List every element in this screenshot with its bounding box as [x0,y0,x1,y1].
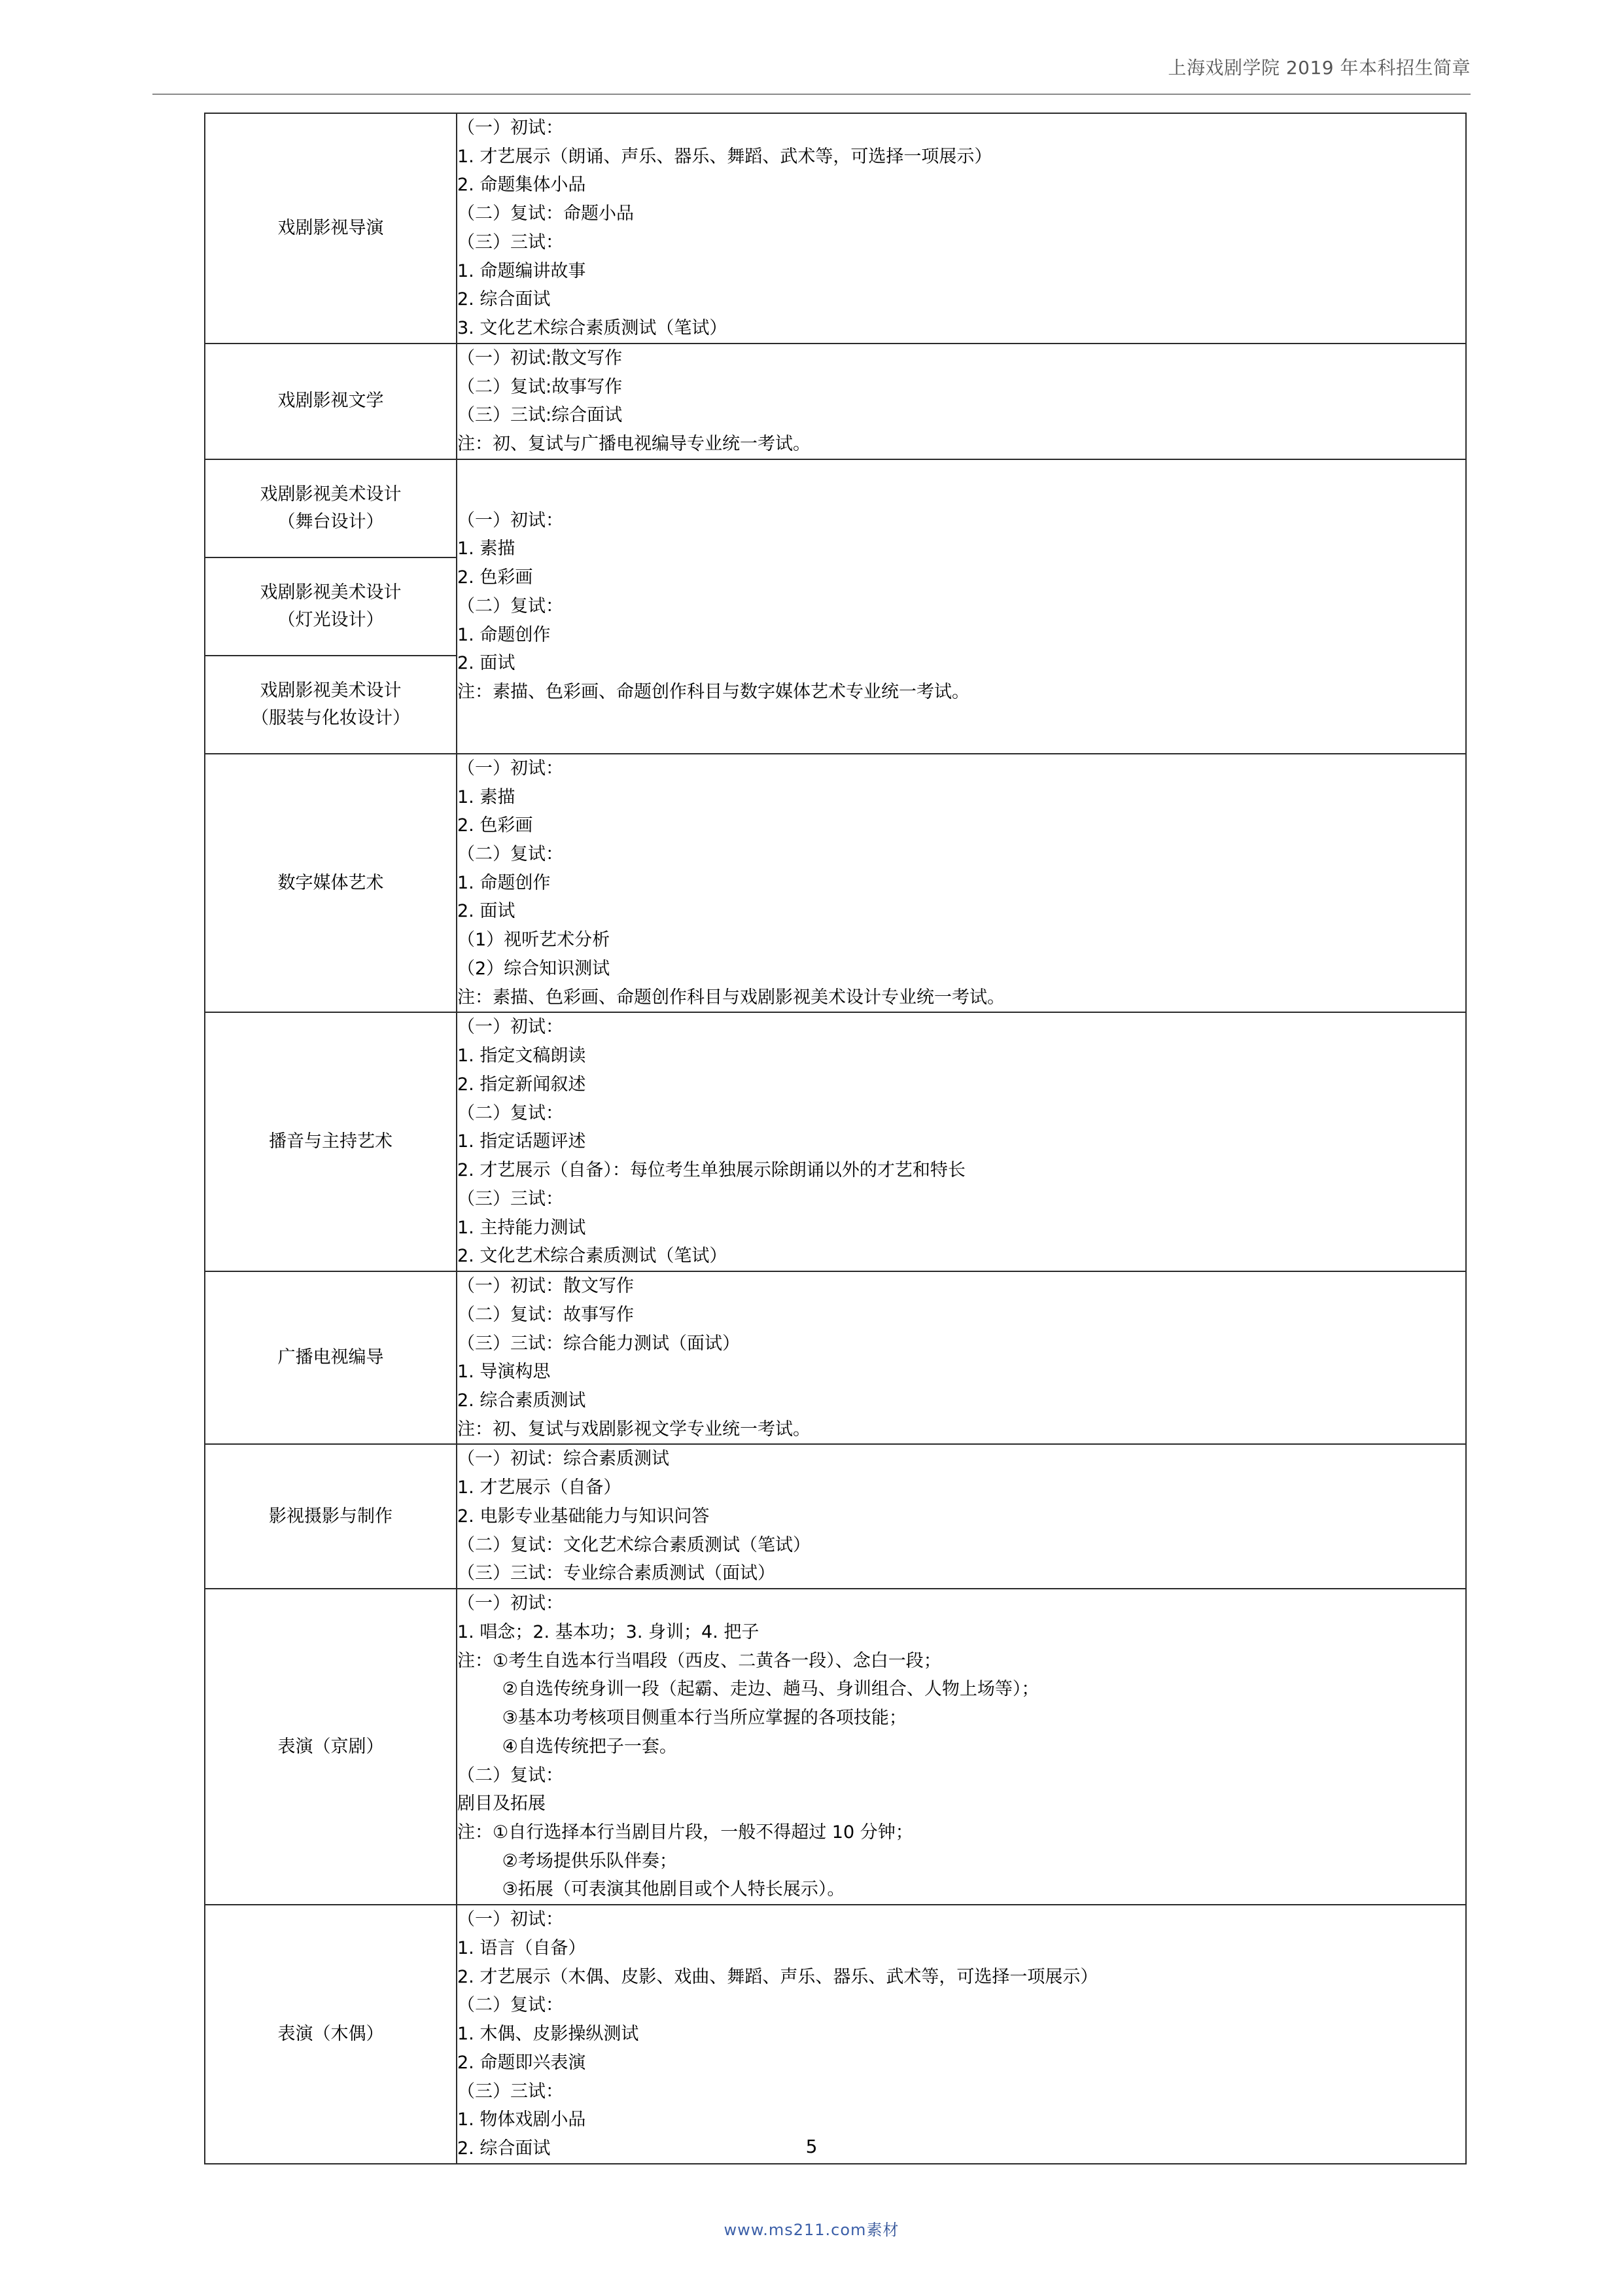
content-line: 2. 综合面试 [457,289,551,310]
exam-content-cell [457,1012,1466,1271]
major-name-line: 数字媒体艺术 [277,872,384,893]
content-line: 2. 综合面试 [457,2138,551,2159]
table-row [205,1444,1466,1589]
content-line: 1. 导演构思 [457,1362,551,1383]
content-line: 1. 指定文稿朗读 [457,1046,586,1067]
table-row [205,459,1466,557]
content-line: （一）初试： [457,1593,563,1614]
table-row [205,113,1466,344]
content-line: （一）初试： [457,510,563,531]
content-line: （二）复试： [457,1765,563,1786]
content-line: 1. 素描 [457,539,515,559]
exam-content-cell [457,754,1466,1013]
content-line: （二）复试： [457,595,563,616]
content-line: 1. 才艺展示（朗诵、声乐、器乐、舞蹈、武术等，可选择一项展示） [457,146,992,167]
content-line: 注：素描、色彩画、命题创作科目与数字媒体艺术专业统一考试。 [457,682,969,703]
content-line: 2. 电影专业基础能力与知识问答 [457,1506,710,1527]
major-name-cell [205,1271,457,1444]
major-name-line: 广播电视编导 [277,1347,384,1368]
major-name-line: 戏剧影视美术设计 [260,582,402,603]
major-name-line: 表演（京剧） [277,1736,384,1757]
major-name-cell [205,1444,457,1589]
content-line: （二）复试:故事写作 [457,376,623,397]
major-name-line: 戏剧影视美术设计 [260,680,402,701]
content-line: 2. 文化艺术综合素质测试（笔试） [457,1246,727,1267]
exam-content-cell [457,1444,1466,1589]
content-line: 2. 综合素质测试 [457,1390,586,1411]
major-name-cell [205,344,457,459]
content-line: 1. 命题创作 [457,624,551,645]
major-name-cell [205,656,457,754]
major-name-line: 播音与主持艺术 [269,1131,393,1152]
content-line: ③拓展（可表演其他剧目或个人特长展示）。 [457,1879,845,1900]
content-line: （二）复试： [457,1995,563,2016]
exam-content-cell [457,344,1466,459]
major-name-cell [205,1905,457,2164]
content-line: 注：初、复试与戏剧影视文学专业统一考试。 [457,1419,811,1439]
major-name-cell [205,557,457,656]
table-row [205,1271,1466,1444]
content-line: 2. 才艺展示（自备）：每位考生单独展示除朗诵以外的才艺和特长 [457,1160,966,1181]
content-line: （一）初试： [457,1017,563,1038]
major-name-line: 戏剧影视导演 [277,218,384,239]
exam-requirements-table-wrapper [204,113,1467,2164]
content-line: （二）复试： [457,1103,563,1123]
content-line: （二）复试： [457,844,563,865]
exam-requirements-table [204,113,1467,2164]
content-line: 1. 语言（自备） [457,1937,586,1958]
content-line: 1. 指定话题评述 [457,1131,586,1152]
content-line: 剧目及拓展 [457,1793,546,1814]
content-line: ②自选传统身训一段（起霸、走边、趟马、身训组合、人物上场等）； [457,1679,1039,1700]
content-line: （1）视听艺术分析 [457,930,610,951]
content-line: 2. 面试 [457,901,515,922]
content-line: （三）三试:综合面试 [457,405,623,426]
content-line: （一）初试:散文写作 [457,347,623,368]
major-name-line: 戏剧影视文学 [277,391,384,412]
content-line: 2. 色彩画 [457,815,533,836]
content-line: （三）三试：专业综合素质测试（面试） [457,1563,775,1584]
table-row [205,1012,1466,1271]
table-row [205,344,1466,459]
table-row [205,1589,1466,1905]
page-header [0,54,1623,80]
content-line: ②考场提供乐队伴奏； [457,1850,677,1871]
exam-content-cell [457,1589,1466,1905]
content-line: （三）三试： [457,232,563,253]
watermark-label: 素材 [866,2221,899,2239]
exam-content-cell [457,1905,1466,2164]
content-line: 1. 命题创作 [457,872,551,893]
content-line: 2. 命题即兴表演 [457,2052,586,2073]
content-line: 注：初、复试与广播电视编导专业统一考试。 [457,434,811,455]
content-line: 2. 才艺展示（木偶、皮影、戏曲、舞蹈、声乐、器乐、武术等，可选择一项展示） [457,1966,1098,1987]
content-line: （二）复试：文化艺术综合素质测试（笔试） [457,1534,811,1555]
major-name-cell [205,459,457,557]
content-line: 注：①考生自选本行当唱段（西皮、二黄各一段）、念白一段； [457,1650,941,1671]
content-line: （一）初试： [457,1909,563,1930]
content-line: （二）复试：命题小品 [457,203,634,224]
content-line: （一）初试：综合素质测试 [457,1449,669,1470]
content-line: ③基本功考核项目侧重本行当所应掌握的各项技能； [457,1708,907,1729]
content-line: 注：①自行选择本行当剧目片段，一般不得超过 10 分钟； [457,1822,913,1843]
major-name-line: （服装与化妆设计） [251,707,410,728]
content-line: 2. 命题集体小品 [457,175,586,196]
table-row [205,754,1466,1013]
page-number [0,2136,1623,2157]
content-line: 1. 素描 [457,786,515,807]
content-line: 注：素描、色彩画、命题创作科目与戏剧影视美术设计专业统一考试。 [457,987,1005,1008]
content-line: ④自选传统把子一套。 [457,1736,677,1757]
major-name-cell [205,1589,457,1905]
content-line: （2）综合知识测试 [457,958,610,979]
header-divider [152,94,1471,95]
content-line: 2. 指定新闻叙述 [457,1074,586,1095]
major-name-cell [205,113,457,344]
content-line: （三）三试：综合能力测试（面试） [457,1333,740,1354]
content-line: 1. 主持能力测试 [457,1217,586,1238]
major-name-cell [205,754,457,1013]
exam-content-cell [457,113,1466,344]
content-line: （一）初试： [457,118,563,138]
exam-content-cell [457,1271,1466,1444]
content-line: 2. 面试 [457,653,515,674]
content-line: 1. 物体戏剧小品 [457,2110,586,2130]
major-name-cell [205,1012,457,1271]
content-line: 1. 木偶、皮影操纵测试 [457,2024,639,2045]
content-line: 1. 唱念；2. 基本功；3. 身训；4. 把子 [457,1621,759,1642]
table-row [205,1905,1466,2164]
major-name-line: 戏剧影视美术设计 [260,484,402,504]
content-line: （三）三试： [457,2081,563,2102]
page-number-value: 5 [805,2136,818,2157]
header-title: 上海戏剧学院 2019 年本科招生简章 [1168,57,1471,79]
content-line: 1. 才艺展示（自备） [457,1477,621,1498]
major-name-line: （舞台设计） [277,511,384,532]
major-name-line: 表演（木偶） [277,2024,384,2045]
exam-content-cell [457,459,1466,754]
major-name-line: （灯光设计） [277,609,384,630]
watermark [0,2217,1623,2240]
content-line: 1. 命题编讲故事 [457,260,586,281]
content-line: （二）复试：故事写作 [457,1304,634,1325]
content-line: 3. 文化艺术综合素质测试（笔试） [457,318,727,339]
major-name-line: 影视摄影与制作 [269,1506,393,1527]
content-line: 2. 色彩画 [457,567,533,588]
content-line: （三）三试： [457,1188,563,1209]
content-line: （一）初试：散文写作 [457,1276,634,1297]
content-line: （一）初试： [457,758,563,779]
watermark-url: www.ms211.com [724,2221,867,2239]
